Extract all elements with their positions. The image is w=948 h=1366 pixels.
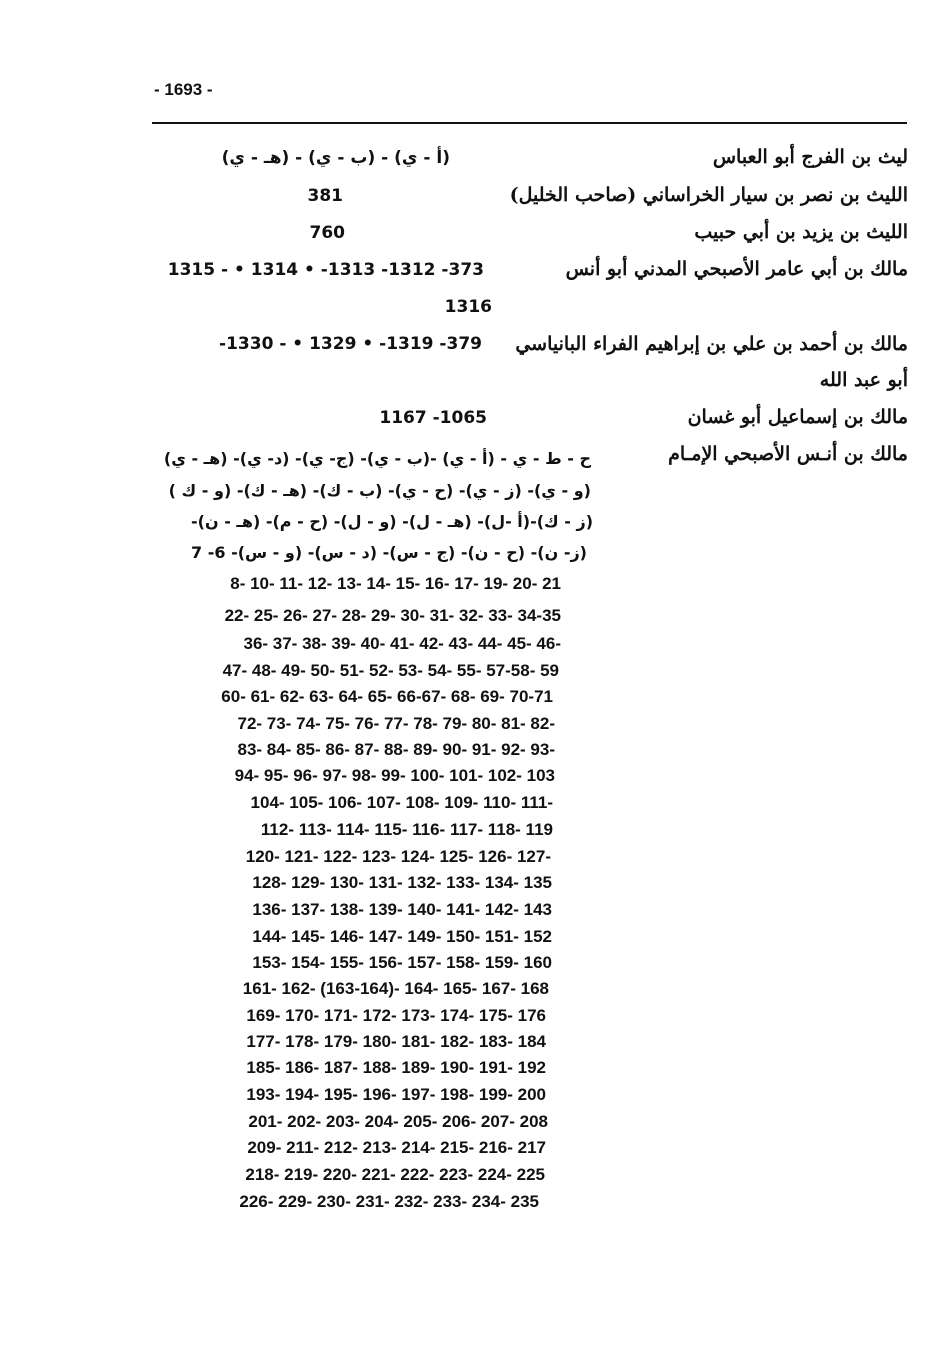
malik-ref-line: 112- 113- 114- 115- 116- 117- 118- 119 [260, 820, 553, 839]
malik-ref-line: (و - ي)- (ز - ي)- (ح - ي)- (ب - ك)- (هـ - ك)- (و - ك ) [168, 481, 591, 500]
malik-ref-line: 153- 154- 155- 156- 157- 158- 159- 160 [252, 953, 552, 972]
entry-name: الليث بن نصر بن سيار الخراساني (صاحب الخليل) [509, 184, 908, 206]
malik-ref-line: (ز - ك)-(أ -ل)- (هـ - ل)- (و - ل)- (ح - م)- (هـ - ن)- [191, 512, 593, 531]
entry-refs: 373- 1312- 1313- • 1314 • - 1315 [167, 260, 484, 280]
malik-ref-line: 144- 145- 146- 147- 149- 150- 151- 152 [252, 927, 552, 946]
entry-name: أبو عبد الله [819, 369, 908, 391]
malik-ref-line: 120- 121- 122- 123- 124- 125- 126- 127- [245, 847, 551, 866]
entry-name: مالك بن أنـس الأصبحي الإمـام [668, 443, 908, 465]
entry-refs: 760 [309, 223, 345, 243]
malik-ref-line: 94- 95- 96- 97- 98- 99- 100- 101- 102- 103 [234, 766, 555, 785]
entry-name: مالك بن إسماعيل أبو غسان [687, 406, 908, 428]
malik-ref-line: 8- 10- 11- 12- 13- 14- 15- 16- 17- 19- 20- 21 [230, 574, 561, 593]
entry-refs: 379- 1319- • 1329 • - 1330- [219, 334, 482, 354]
entry-name: ليث بن الفرج أبو العباس [712, 146, 908, 168]
malik-ref-line: 22- 25- 26- 27- 28- 29- 30- 31- 32- 33- 34-35 [224, 606, 561, 625]
entry-refs: 1065- 1167 [379, 408, 487, 428]
malik-ref-line: 72- 73- 74- 75- 76- 77- 78- 79- 80- 81- 82- [237, 714, 555, 733]
malik-ref-line: 218- 219- 220- 221- 222- 223- 224- 225 [245, 1165, 545, 1184]
malik-ref-line: 169- 170- 171- 172- 173- 174- 175- 176 [246, 1006, 546, 1025]
malik-ref-line: 128- 129- 130- 131- 132- 133- 134- 135 [252, 873, 552, 892]
malik-ref-line: 193- 194- 195- 196- 197- 198- 199- 200 [246, 1085, 546, 1104]
malik-ref-line: (ز- ن)- (ح - ن)- (ج - س)- (د - س)- (و - س)- 6- 7 [191, 543, 587, 562]
malik-ref-line: 185- 186- 187- 188- 189- 190- 191- 192 [246, 1058, 546, 1077]
malik-ref-line: 104- 105- 106- 107- 108- 109- 110- 111- [250, 793, 553, 812]
malik-ref-line: 36- 37- 38- 39- 40- 41- 42- 43- 44- 45- 46- [243, 634, 561, 653]
malik-ref-line: 177- 178- 179- 180- 181- 182- 183- 184 [246, 1032, 546, 1051]
header-rule [152, 122, 907, 124]
entry-name: مالك بن أبي عامر الأصبحي المدني أبو أنس [565, 258, 908, 280]
entry-refs: (أ - ي) - (ب - ي) - (هـ - ي) [221, 148, 450, 168]
malik-ref-line: ح - ط - ي - (أ - ي) -(ب - ي)- (ج- ي)- (د- ي)- (هـ - ي) [163, 449, 591, 468]
entry-name: مالك بن أحمد بن علي بن إبراهيم الفراء البانياسي [515, 333, 908, 355]
malik-ref-line: 47- 48- 49- 50- 51- 52- 53- 54- 55- 57-58- 59 [222, 661, 559, 680]
malik-ref-line: 161- 162- (163-164)- 164- 165- 167- 168 [242, 979, 549, 998]
malik-ref-line: 60- 61- 62- 63- 64- 65- 66-67- 68- 69- 70-71 [221, 687, 553, 706]
malik-ref-line: 83- 84- 85- 86- 87- 88- 89- 90- 91- 92- 93- [237, 740, 555, 759]
malik-ref-line: 209- 211- 212- 213- 214- 215- 216- 217 [247, 1138, 546, 1157]
malik-ref-line: 136- 137- 138- 139- 140- 141- 142- 143 [252, 900, 552, 919]
entry-refs: 381 [307, 186, 343, 206]
page-number: - 1693 - [154, 80, 213, 99]
malik-ref-line: 226- 229- 230- 231- 232- 233- 234- 235 [239, 1192, 539, 1211]
entry-refs: 1316 [444, 297, 492, 317]
malik-ref-line: 201- 202- 203- 204- 205- 206- 207- 208 [248, 1112, 548, 1131]
entry-name: الليث بن يزيد بن أبي حبيب [694, 221, 908, 243]
